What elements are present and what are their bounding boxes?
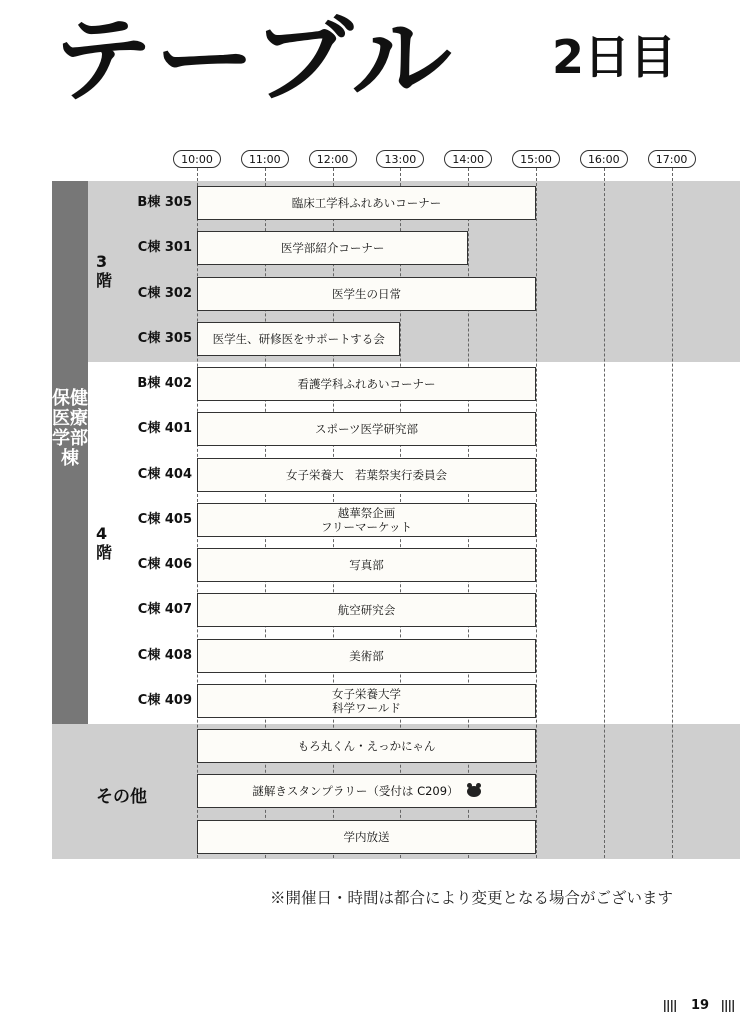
room-label: C棟 408 [137, 647, 192, 663]
event-title: 臨床工学科ふれあいコーナー [291, 196, 442, 210]
event-title: 謎解きスタンプラリー（受付は C209） [252, 784, 459, 799]
room-label: C棟 305 [137, 330, 192, 346]
event-block[interactable] [197, 231, 468, 265]
time-label: 12:00 [309, 150, 357, 168]
event-block[interactable] [197, 322, 400, 356]
tick-marks-right [722, 1000, 736, 1012]
time-gridline [536, 168, 537, 858]
time-label: 14:00 [444, 150, 492, 168]
event-block[interactable] [197, 593, 536, 627]
footnote: ※開催日・時間は都合により変更となる場合がございます [270, 889, 674, 907]
event-title: もろ丸くん・えっかにゃん [297, 739, 436, 753]
event-title: 医学生、研修医をサポートする会 [212, 331, 385, 346]
event-block[interactable] [197, 412, 536, 446]
event-title: 女子栄養大学 科学ワールド [332, 686, 401, 715]
event-block[interactable] [197, 684, 536, 718]
event-title: スポーツ医学研究部 [314, 422, 419, 437]
building-name: 保健医療学部棟 [52, 388, 88, 469]
event-title: 女子栄養大 若葉祭実行委員会 [286, 467, 447, 482]
room-label: C棟 302 [137, 285, 192, 301]
building-column [52, 181, 88, 724]
bear-icon [467, 786, 481, 797]
event-block[interactable] [197, 458, 536, 492]
event-title: 医学生の日常 [332, 286, 401, 301]
time-label: 15:00 [512, 150, 560, 168]
event-block[interactable] [197, 639, 536, 673]
room-label: C棟 301 [137, 240, 192, 256]
event-title: 美術部 [349, 648, 384, 663]
time-label: 10:00 [173, 150, 221, 168]
event-block[interactable] [197, 548, 536, 582]
event-block[interactable] [197, 367, 536, 401]
room-label: B棟 402 [137, 376, 192, 391]
page-title: テーブル [52, 6, 454, 115]
floor-label-3: 3階 [96, 252, 113, 290]
room-label: C棟 406 [137, 557, 192, 572]
room-label: C棟 407 [137, 602, 192, 618]
other-label: その他 [96, 787, 147, 807]
event-block[interactable] [197, 729, 536, 763]
time-gridline [604, 168, 605, 858]
page-number: 19 [690, 998, 710, 1013]
floor-label-4: 4階 [96, 524, 113, 562]
tick-marks-left [664, 1000, 678, 1012]
event-block[interactable] [197, 277, 536, 311]
event-title: 看護学科ふれあいコーナー [297, 377, 436, 391]
event-block[interactable] [197, 774, 536, 808]
time-label: 11:00 [241, 150, 289, 168]
time-label: 16:00 [580, 150, 628, 168]
room-label: C棟 401 [137, 421, 192, 437]
event-block[interactable] [197, 503, 536, 537]
room-label: B棟 305 [137, 195, 192, 210]
room-label: C棟 409 [137, 692, 192, 708]
event-title: 学内放送 [343, 829, 390, 844]
event-block[interactable] [197, 820, 536, 854]
room-label: C棟 404 [137, 466, 192, 482]
event-block[interactable] [197, 186, 536, 220]
time-label: 17:00 [648, 150, 696, 168]
time-gridline [672, 168, 673, 858]
page-footer [664, 998, 736, 1013]
event-title: 写真部 [349, 558, 384, 572]
event-title: 航空研究会 [337, 603, 396, 618]
event-title: 越華祭企画 フリーマーケット [321, 505, 412, 534]
room-label: C棟 405 [137, 511, 192, 527]
time-label: 13:00 [376, 150, 424, 168]
day-label: 2日目 [552, 30, 677, 84]
event-title: 医学部紹介コーナー [280, 241, 385, 256]
